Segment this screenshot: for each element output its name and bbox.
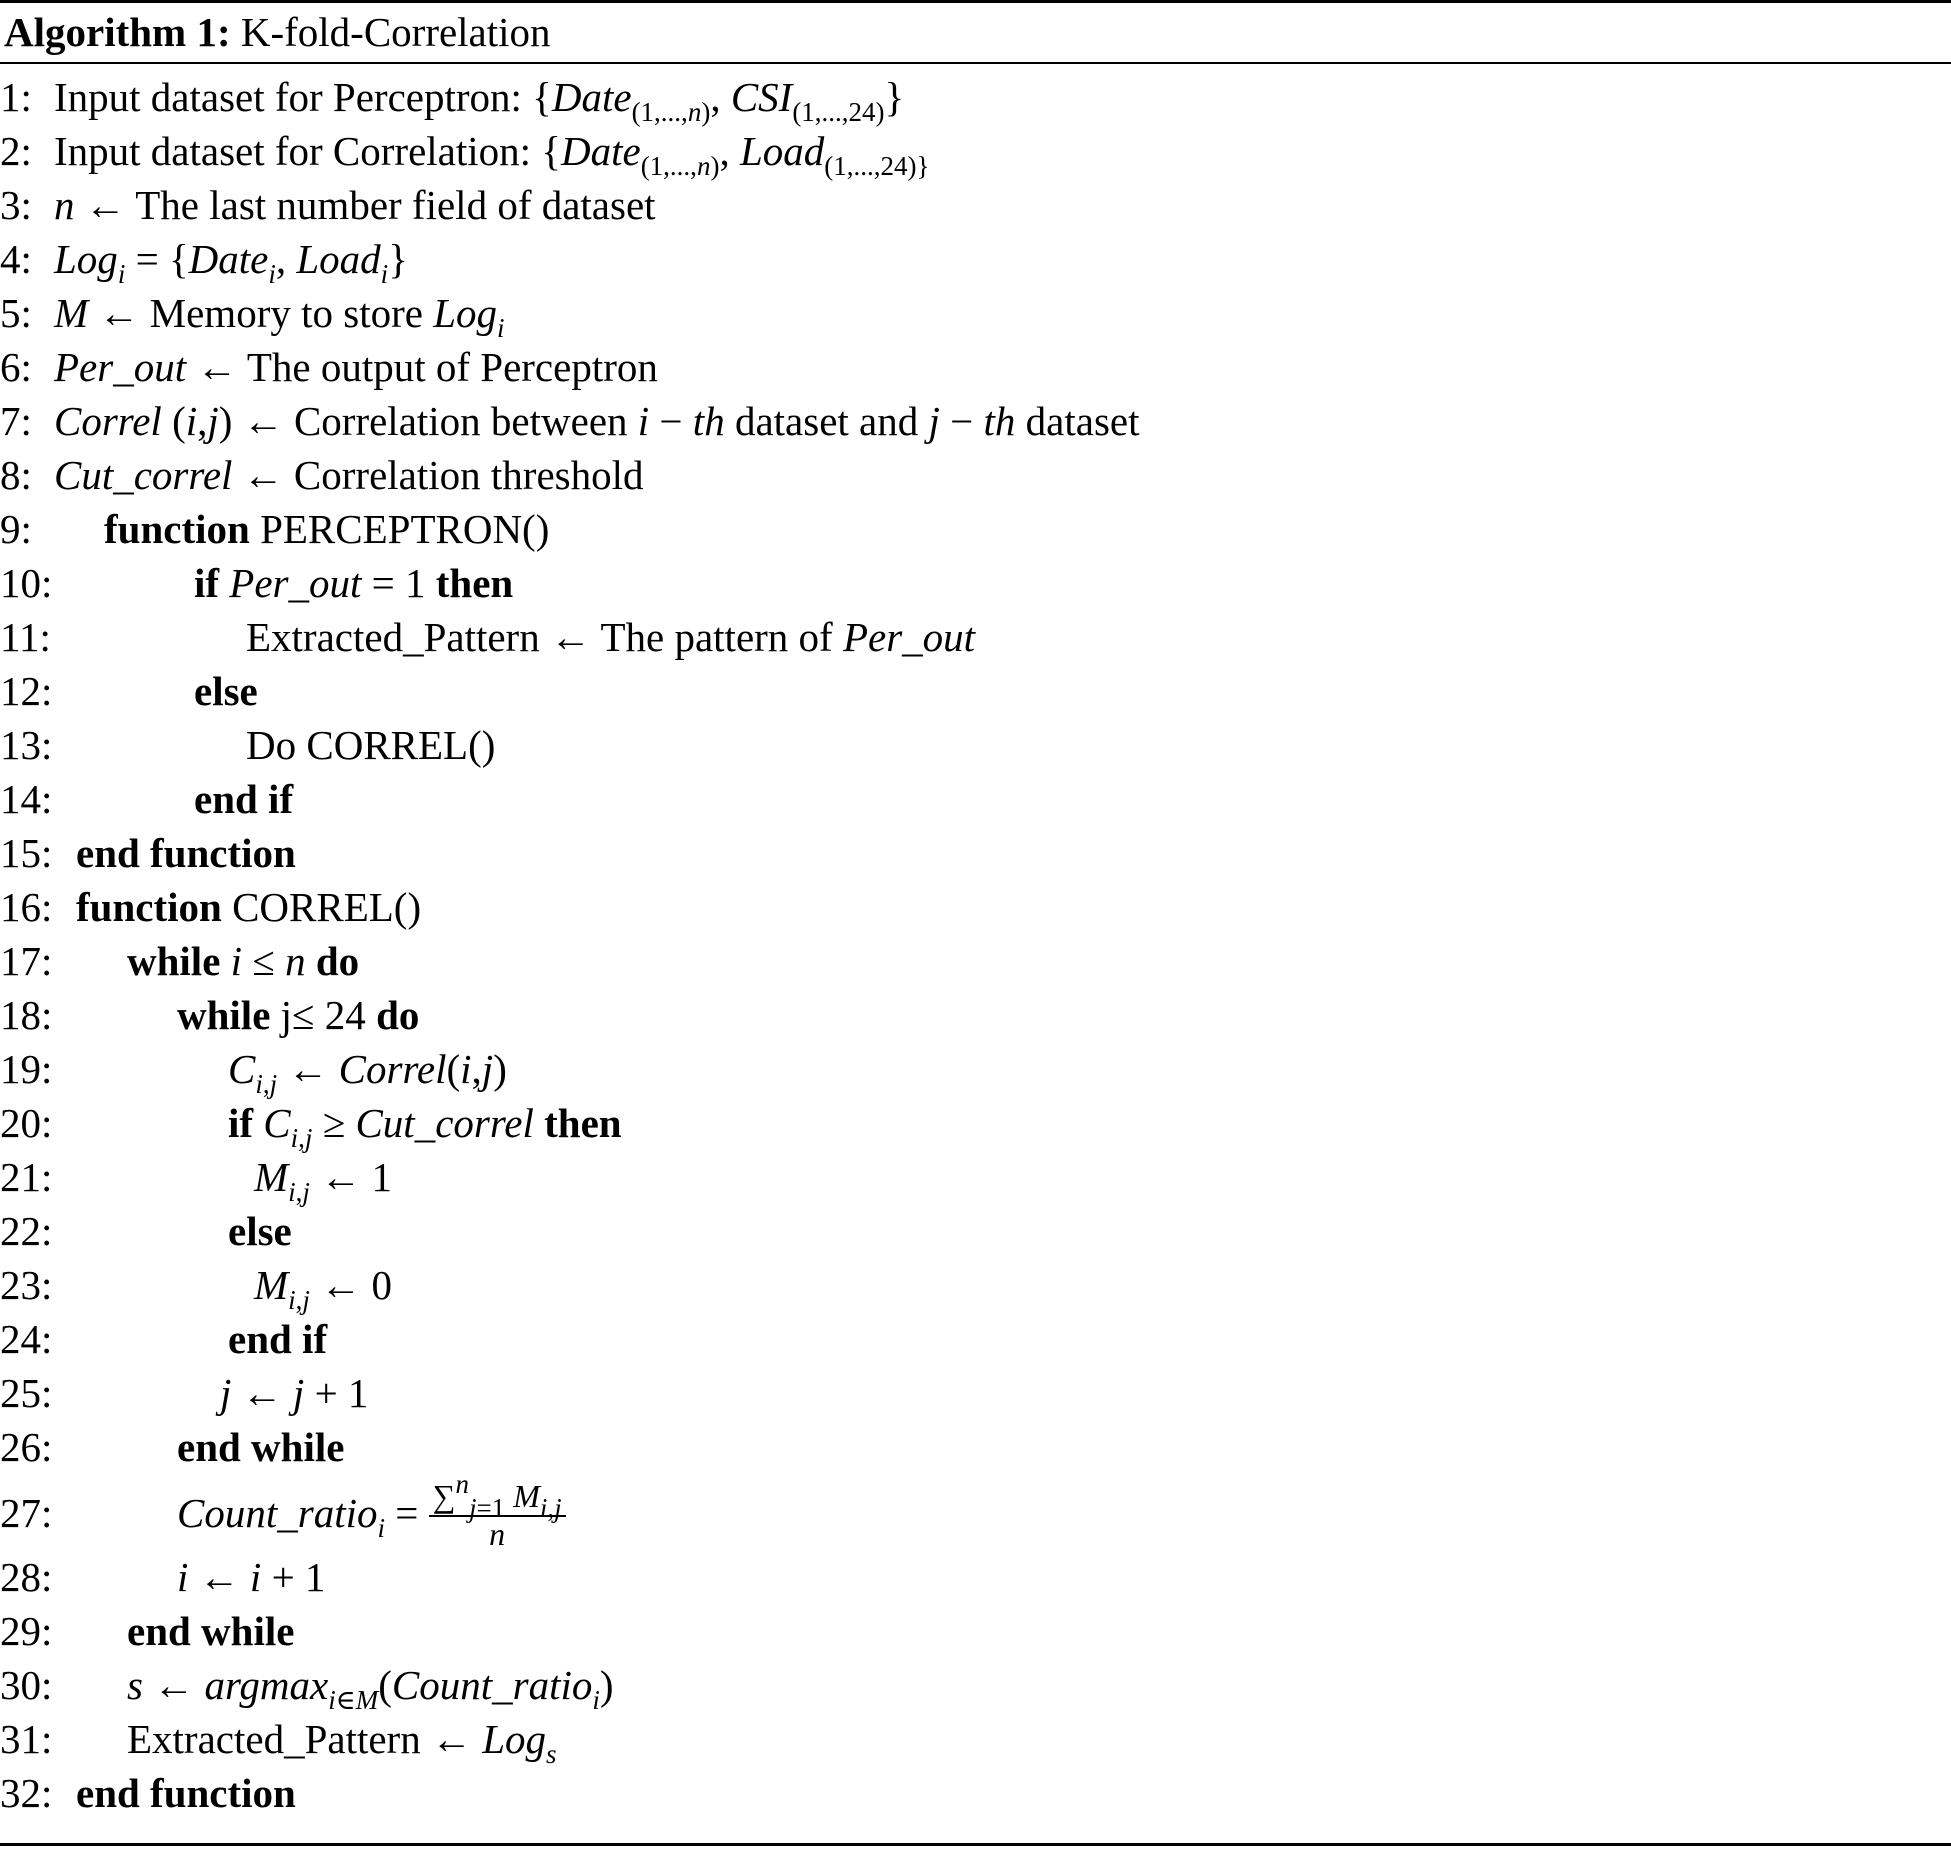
line-number: 6:	[0, 344, 32, 390]
line-code: function PERCEPTRON()	[104, 506, 550, 552]
line-number: 5:	[0, 290, 32, 336]
line-code: Count_ratio$_i$ = $\frac{\sum^n_{j=1} M_{i,j}}{n}$	[177, 1478, 566, 1555]
header-rule	[0, 62, 1951, 64]
line-code: Extracted_Pattern ← The pattern of Per_out	[246, 614, 976, 660]
line-number: 18:	[0, 992, 53, 1038]
algorithm-label: Algorithm 1:	[4, 9, 231, 55]
line-code: end function	[76, 830, 296, 876]
line-number: 19:	[0, 1046, 53, 1092]
line-code: end function	[76, 1770, 296, 1816]
top-rule	[0, 0, 1951, 3]
line-number: 10:	[0, 560, 53, 606]
line-number: 2:	[0, 128, 32, 174]
line-code: end while	[177, 1424, 345, 1470]
line-number: 23:	[0, 1262, 53, 1308]
line-code: function CORREL()	[76, 884, 422, 930]
line-code: if $C_{i,j}$ ≥ Cut_correl then	[228, 1100, 622, 1153]
line-code: if Per_out = 1 then	[194, 560, 514, 606]
line-code: s ← argmax$_{i\in M}$(Count_ratio$_i$)	[127, 1662, 614, 1715]
line-code: Input dataset for Correlation: {Date$_{(1,...,n)}$, Load$_{(1,...,24)\}}$	[54, 128, 930, 181]
algorithm-title	[4, 6, 551, 58]
line-code: else	[194, 668, 258, 714]
count-ratio-fraction: $\frac{\sum^n_{j=1} M_{i,j}}{n}$	[429, 1477, 566, 1551]
algorithm-name: K-fold-Correlation	[240, 9, 551, 55]
line-code: $M_{i,j}$ ← 1	[254, 1154, 392, 1207]
line-number: 30:	[0, 1662, 53, 1708]
line-code: Correl (i,j) ← Correlation between i − th dataset and j − th dataset	[54, 398, 1140, 444]
line-code: n ← The last number field of dataset	[54, 182, 656, 228]
line-number: 28:	[0, 1554, 53, 1600]
line-number: 32:	[0, 1770, 53, 1816]
line-number: 17:	[0, 938, 53, 984]
line-number: 3:	[0, 182, 32, 228]
line-number: 13:	[0, 722, 53, 768]
line-number: 4:	[0, 236, 32, 282]
line-number: 1:	[0, 74, 32, 120]
line-code: M ← Memory to store Log$_i$	[54, 290, 505, 343]
line-number: 22:	[0, 1208, 53, 1254]
line-code: Per_out ← The output of Perceptron	[54, 344, 658, 390]
line-code: Cut_correl ← Correlation threshold	[54, 452, 644, 498]
line-code: end if	[228, 1316, 328, 1362]
line-code: Log$_i$ = {Date$_i$, Load$_i$}	[54, 236, 408, 289]
line-code: $M_{i,j}$ ← 0	[254, 1262, 392, 1315]
line-number: 29:	[0, 1608, 53, 1654]
line-number: 24:	[0, 1316, 53, 1362]
line-number: 14:	[0, 776, 53, 822]
bottom-rule	[0, 1843, 1951, 1846]
line-number: 26:	[0, 1424, 53, 1470]
line-code: end while	[127, 1608, 295, 1654]
line-code: i ← i + 1	[177, 1554, 326, 1600]
line-code: end if	[194, 776, 294, 822]
line-number: 16:	[0, 884, 53, 930]
line-number: 20:	[0, 1100, 53, 1146]
line-code: while j≤ 24 do	[177, 992, 420, 1038]
line-code: Do CORREL()	[246, 722, 496, 768]
line-number: 31:	[0, 1716, 53, 1762]
line-number: 21:	[0, 1154, 53, 1200]
line-number: 27:	[0, 1490, 53, 1536]
line-code: $C_{i,j}$ ← Correl(i,j)	[228, 1046, 507, 1099]
line-code: Extracted_Pattern ← Log$_s$	[127, 1716, 557, 1769]
line-code: while i ≤ n do	[127, 938, 360, 984]
line-code: j ← j + 1	[220, 1370, 369, 1416]
line-number: 7:	[0, 398, 32, 444]
line-number: 9:	[0, 506, 32, 552]
line-number: 15:	[0, 830, 53, 876]
line-number: 25:	[0, 1370, 53, 1416]
line-code: else	[228, 1208, 292, 1254]
line-code: Input dataset for Perceptron: {Date$_{(1,...,n)}$, $CSI_{(1,...,24)}$}	[54, 74, 905, 127]
line-number: 12:	[0, 668, 53, 714]
line-number: 11:	[0, 614, 51, 660]
line-number: 8:	[0, 452, 32, 498]
